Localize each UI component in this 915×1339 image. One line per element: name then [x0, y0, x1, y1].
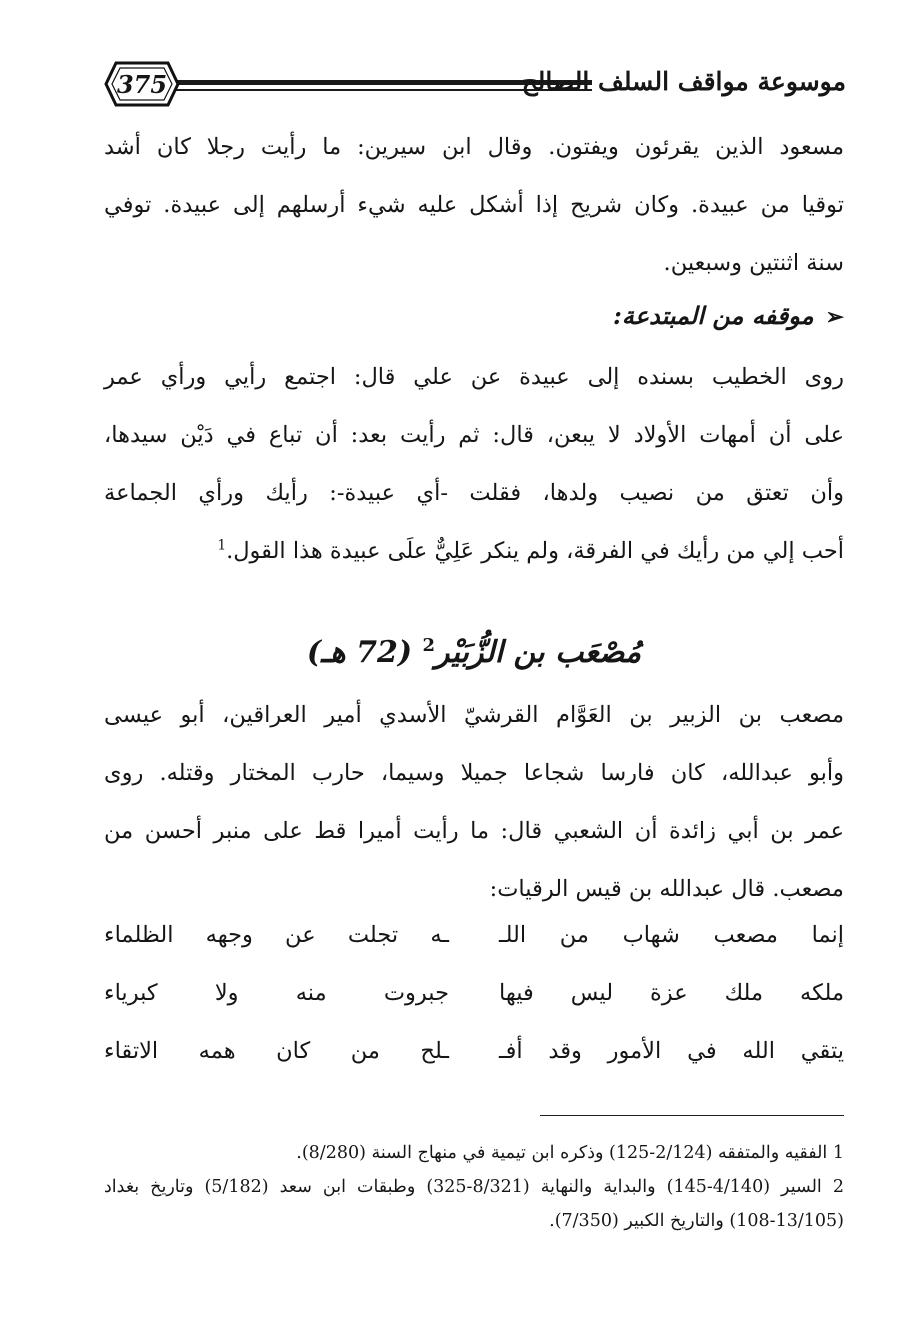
biography-title: [104, 628, 844, 678]
poem-verse: [104, 1022, 844, 1080]
section-heading-text: موقفه من المبتدعة:: [613, 301, 814, 330]
text-line: توقيا من عبيدة. وكان شريح إذا أشكل عليه شيء أرسلهم إلى عبيدة. توفي: [104, 192, 844, 218]
biography-date: (72 هـ): [306, 635, 413, 670]
footnote-number: 2: [832, 1177, 844, 1197]
poem-hemistich-first: إنما مصعب شهاب من اللـ: [499, 922, 844, 948]
page-number-badge: [104, 59, 180, 109]
arrow-bullet-icon: ➢: [825, 304, 844, 330]
text-line: روى الخطيب بسنده إلى عبيدة عن علي قال: اجتمع رأيي ورأي عمر: [104, 364, 844, 390]
footnote: [104, 1170, 844, 1238]
paragraph-stance: [104, 348, 844, 580]
text-line: مسعود الذين يقرئون ويفتون. وقال ابن سيرين: ما رأيت رجلا كان أشد: [104, 134, 844, 160]
text-line: سنة اثنتين وسبعين.: [663, 250, 844, 276]
text-line-content: أحب إلي من رأيك في الفرقة، ولم ينكر عَلِيٌّ علَى عبيدة هذا القول.: [226, 538, 844, 564]
text-line: [104, 522, 844, 580]
paragraph-intro: [104, 118, 844, 292]
footnote-ref: 1: [217, 537, 227, 554]
series-title: موسوعة مواقف السلف الصالح: [521, 67, 846, 96]
page-number: 375: [116, 69, 168, 99]
biography-name: مُصْعَب بن الزُّبَيْر: [435, 635, 642, 670]
poem-verse: [104, 964, 844, 1022]
footnote: [104, 1136, 844, 1170]
footnote-text: السير (4/140-145) والبداية والنهاية (8/321-325) وطبقات ابن سعد (5/182) وتاريخ بغداد (13/105-108) والتاريخ الكبير (7/350).: [104, 1177, 844, 1231]
poem-hemistich-first: ملكه ملك عزة ليس فيها: [499, 980, 844, 1006]
text-line: عمر بن أبي زائدة أن الشعبي قال: ما رأيت أميرا قط على منبر أحسن من: [104, 818, 844, 844]
footnote-number: 1: [832, 1143, 844, 1163]
text-line: مصعب بن الزبير بن العَوَّام القرشيّ الأسدي أمير العراقين، أبو عيسى: [104, 702, 844, 728]
text-line: على أن أمهات الأولاد لا يبعن، قال: ثم رأيت بعد: أن تباع في دَيْن سيدها،: [104, 422, 844, 448]
text-line: مصعب. قال عبدالله بن قيس الرقيات:: [489, 876, 844, 902]
poem-hemistich-second: ـلح من كان همه الاتقاء: [104, 1038, 449, 1064]
poem-hemistich-second: جبروت منه ولا كبرياء: [104, 980, 449, 1006]
footnote-text: الفقيه والمتفقه (2/124-125) وذكره ابن تيمية في منهاج السنة (8/280).: [296, 1143, 828, 1163]
text-line: وأبو عبدالله، كان فارسا شجاعا جميلا وسيما، حارب المختار وقتله. روى: [104, 760, 844, 786]
footnotes: [104, 1136, 844, 1238]
poem-verse: [104, 906, 844, 964]
footnote-ref: 2: [422, 635, 436, 656]
poem-hemistich-first: يتقي الله في الأمور وقد أفـ: [499, 1038, 844, 1064]
footnote-separator: [540, 1115, 844, 1116]
text-line: وأن تعتق من نصيب ولدها، فقلت -أي عبيدة-: رأيك ورأي الجماعة: [104, 480, 844, 506]
paragraph-biography: [104, 686, 844, 918]
section-heading: [104, 296, 844, 337]
poem-hemistich-second: ـه تجلت عن وجهه الظلماء: [104, 922, 449, 948]
